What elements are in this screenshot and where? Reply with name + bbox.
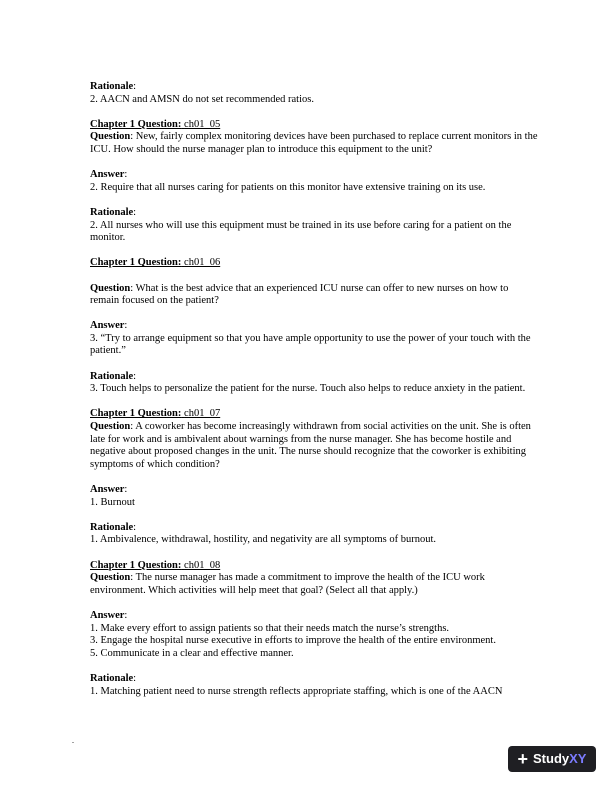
question-text xyxy=(90,283,540,308)
question-code: ch01_06 xyxy=(184,257,221,269)
body-text: 3. Touch helps to personalize the patient for the nurse. Touch also helps to reduce anxiety in the patient. xyxy=(90,383,526,395)
spacer xyxy=(90,157,540,170)
section-label: Rationale: xyxy=(90,521,137,533)
label-text: Rationale xyxy=(90,521,134,533)
spacer xyxy=(90,106,540,119)
spacer xyxy=(90,509,540,522)
section-label: Answer: xyxy=(90,169,128,181)
section-label: Rationale: xyxy=(90,370,137,382)
body-text: 2. AACN and AMSN do not set recommended ratios. xyxy=(90,93,314,105)
chapter-heading xyxy=(90,119,540,132)
chapter-title: Chapter 1 Question: xyxy=(90,559,182,571)
body-text: 1. Matching patient need to nurse strength reflects appropriate staffing, which is one of the AACN xyxy=(90,685,503,697)
body-text: 1. Make every effort to assign patients so that their needs match the nurse’s strengths. xyxy=(90,622,450,634)
question-code: ch01_08 xyxy=(184,559,221,571)
body-text: 5. Communicate in a clear and effective manner. xyxy=(90,647,294,659)
chapter-title: Chapter 1 Question: xyxy=(90,118,182,130)
chapter-heading xyxy=(90,257,540,270)
body-text: 2. Require that all nurses caring for patients on this monitor have extensive training on its use. xyxy=(90,181,486,193)
body-text: 2. All nurses who will use this equipment must be trained in its use before caring for a patient on the monitor. xyxy=(90,219,512,244)
question-label: Question xyxy=(90,282,131,294)
question-text xyxy=(90,572,540,597)
spacer xyxy=(90,471,540,484)
section-label: Answer: xyxy=(90,320,128,332)
chapter-title: Chapter 1 Question: xyxy=(90,408,182,420)
spacer xyxy=(90,660,540,673)
section-label: Rationale: xyxy=(90,206,137,218)
question-code: ch01_05 xyxy=(184,118,221,130)
spacer xyxy=(90,547,540,560)
section-label: Answer: xyxy=(90,609,128,621)
label-text: Answer xyxy=(90,169,125,181)
plus-icon: + xyxy=(517,749,529,769)
question-label: Question xyxy=(90,572,131,584)
logo-accent: XY xyxy=(569,750,587,766)
spacer xyxy=(90,245,540,258)
body-text: 1. Burnout xyxy=(90,496,135,508)
spacer xyxy=(90,396,540,409)
label-text: Rationale xyxy=(90,370,134,382)
label-text: Rationale xyxy=(90,206,134,218)
label-text: Rationale xyxy=(90,81,134,92)
question-label: Question xyxy=(90,421,131,433)
studyxy-logo[interactable] xyxy=(508,746,596,772)
logo-text: Study xyxy=(533,750,570,766)
chapter-heading xyxy=(90,408,540,421)
label-text: Answer xyxy=(90,609,125,621)
spacer xyxy=(90,270,540,283)
body-text: 1. Ambivalence, withdrawal, hostility, and negativity are all symptoms of burnout. xyxy=(90,534,437,546)
question-body: : A coworker has become increasingly withdrawn from social activities on the unit. She is often late for work and is ambivalent about warnings from the nurse manager. She has become hostile and negative about proposed changes in the unit. The nurse should recognize that the coworker is exhibiting symptoms of which condition? xyxy=(90,421,531,470)
question-body: : What is the best advice that an experienced ICU nurse can offer to new nurses on how to remain focused on the patient? xyxy=(90,282,509,307)
body-text: 3. Engage the hospital nurse executive in efforts to improve the health of the entire environment. xyxy=(90,635,496,647)
label-text: Answer xyxy=(90,484,125,495)
chapter-heading xyxy=(90,560,540,573)
question-text xyxy=(90,131,540,156)
label-text: Answer xyxy=(90,320,125,332)
label-text: Rationale xyxy=(90,672,134,684)
section-label: Rationale: xyxy=(90,672,137,684)
body-text: 3. “Try to arrange equipment so that you have ample opportunity to use the power of your touch with the patient.” xyxy=(90,332,531,357)
spacer xyxy=(90,308,540,321)
question-body: : The nurse manager has made a commitment to improve the health of the ICU work environment. Which activities will help meet that goal? (Select all that apply.) xyxy=(90,572,485,596)
section-label: Rationale: xyxy=(90,81,137,92)
spacer xyxy=(90,194,540,207)
spacer xyxy=(90,358,540,371)
chapter-title: Chapter 1 Question: xyxy=(90,257,182,269)
question-label: Question xyxy=(90,131,131,143)
question-body: : New, fairly complex monitoring devices have been purchased to replace current monitors in the ICU. How should the nurse manager plan to introduce this equipment to the unit? xyxy=(90,131,538,155)
spacer xyxy=(90,597,540,610)
page-dot: . xyxy=(72,736,74,745)
document-body xyxy=(90,81,540,698)
question-code: ch01_07 xyxy=(184,408,221,420)
question-text xyxy=(90,421,540,471)
section-label: Answer: xyxy=(90,484,128,495)
